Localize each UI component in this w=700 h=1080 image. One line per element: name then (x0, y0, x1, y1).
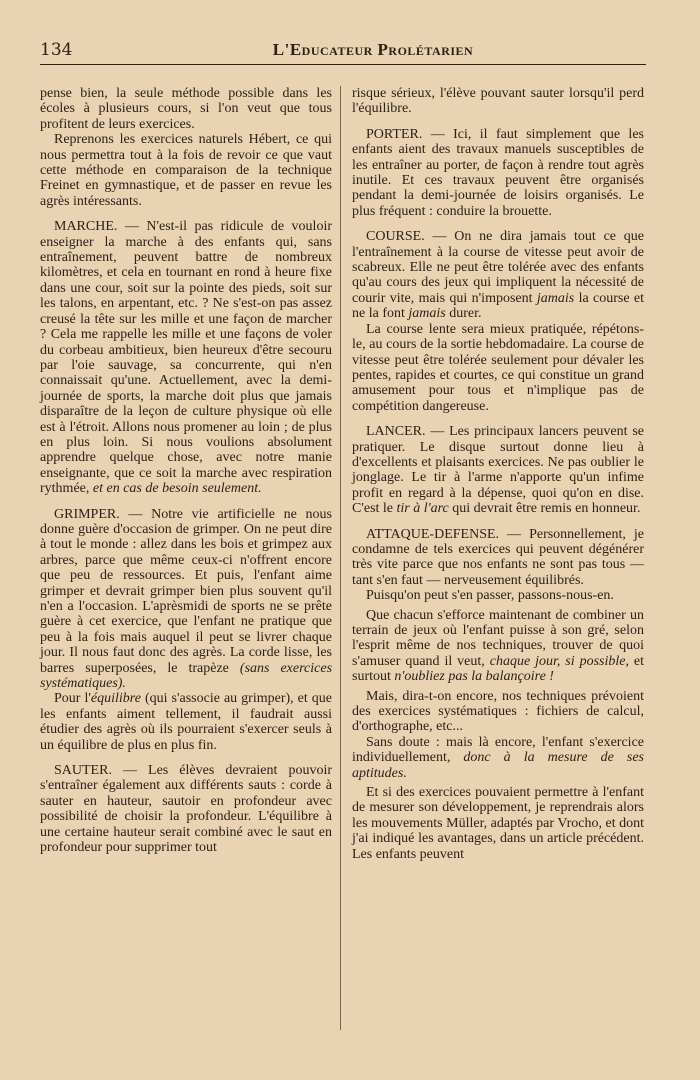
running-title: L'Educateur Prolétarien (272, 40, 474, 59)
paragraph: Puisqu'on peut s'en passer, passons-nous-en. (366, 588, 614, 604)
paragraph: La course lente sera mieux pratiquée, répétons-le, au cours de la sortie hebdomadaire. La course de vitesse peut être tolérée seulement pour dévaler les pentes, rapides et courtes, ce qui constitue un grand amusement pour tous et n'implique pas de compétition dangereuse. (352, 321, 644, 414)
paragraph: Que chacun s'efforce maintenant de combiner un terrain de jeux où l'enfant puisse à son gré, selon l'esprit même de nos techniques, trouver de quoi s'amuser quand il veut, chaque jour, si possible, et surtout n'oubliez pas la balançoire ! (352, 607, 645, 685)
paragraph: risque sérieux, l'élève pouvant sauter lorsqu'il perd l'équilibre. (352, 86, 644, 117)
paragraph-sauter: SAUTER. — Les élèves devraient pouvoir s'entraîner également aux différents sauts : corde à sauter en hauteur, sautoir en profondeur avec possibilité de choisir la profondeur. L'équilibre à une certaine hauteur serait combiné avec le saut en profondeur pour supprimer tout (40, 763, 332, 856)
column-divider (340, 86, 341, 1030)
paragraph: Sans doute : mais là encore, l'enfant s'exercice individuellement, donc à la mesure de ses aptitudes. (352, 734, 644, 781)
paragraph-marche: MARCHE. — N'est-il pas ridicule de vouloir enseigner la marche à des enfants qui, sans entraînement, peuvent battre de nombreux kilomètres, et cela en tournant en rond à heure fixe dans une cour, soit sur la pointe des pieds, soit sur les talons, en arpentant, etc. ? Ne s'est-on pas assez creusé la tête sur les mille et une façon de marcher ? Cela me rappelle les mille et une façons de voler du corbeau ambitieux, bien heureux d'être secouru par l'oie sauvage, sa concurrente, qui n'en connaissait qu'une. Actuellement, avec la demi-journée de sports, la marche doit plus que jamais disparaître de la leçon de culture physique où elle est à l'étroit. Allons nous promener au loin ; de plus en plus loin. Si nous voulions absolument apprendre quelque chose, avec notre manie enseignante, que ce soit la marche avec respiration rythmée, et en cas de besoin seulement. (40, 219, 332, 497)
paragraph-lancer: LANCER. — Les principaux lancers peuvent se pratiquer. Le disque surtout donne lieu à d'excellents et plaisants exercices. Ne pas oublier le jonglage. Le tir à l'arme n'apporte qu'un infime profit en regard à la dépense, quoi qu'on en dise. C'est le tir à l'arc qui devrait être remis en honneur. (352, 424, 644, 517)
paragraph-porter: PORTER. — Ici, il faut simplement que les enfants aient des travaux manuels susceptibles de les entraîner au porter, de façon à rendre tout agrès inutile. Et ces travaux peuvent être organisés pendant la demi-journée de loisirs organisés. Le plus fréquent : conduire la brouette. (352, 126, 644, 219)
paragraph-course: COURSE. — On ne dira jamais tout ce que l'entraînement à la course de vitesse peut avoir de scabreux. Elle ne peut être tolérée avec des enfants qu'au cours des jeux qui impliquent la nécessité de courir vite, mais qui n'imposent jamais la course et ne la font jamais durer. (352, 229, 645, 322)
left-column (40, 86, 332, 856)
paragraph-equilibre: Pour l'équilibre (qui s'associe au grimper), et que les enfants aiment tellement, il faudrait aussi étudier des agrès où ils pourraient s'exercer seuls à un équilibre de plus en plus fin. (40, 691, 333, 753)
paragraph: Reprenons les exercices naturels Hébert, ce qui nous permettra tout à la fois de revoir ce que vaut cette méthode en comparaison de la technique Freinet en gymnastique, et de passer en revue les agrès intéressants. (40, 132, 332, 209)
paragraph-grimper: GRIMPER. — Notre vie artificielle ne nous donne guère d'occasion de grimper. On ne peut dire à tout le monde : allez dans les bois et grimpez aux arbres, parce que même ceux-ci n'offrent encore que peu de ressources. Et puis, l'enfant aime grimper et devrait grimper bien plus souvent qu'il n'en a l'occasion. L'aprèsmidi de sports ne se prête guère à cet exercice, que l'enfant ne pratique que peu à la fois mais auquel il peut se livrer chaque jour. Il nous faut donc des agrès. La corde lisse, les barres superposées, le trapèze (sans exercices systématiques). (40, 506, 333, 692)
right-column (352, 86, 644, 862)
page-header (40, 38, 646, 65)
paragraph: Et si des exercices pouvaient permettre à l'enfant de mesurer son développement, je reprendrais alors les mouvements Müller, adaptés par Vrocho, et dont j'ai indiqué les avantages, dans un article précédent. Les enfants peuvent (352, 785, 644, 862)
page-number: 134 (40, 40, 73, 60)
paragraph-attaque-defense: ATTAQUE-DEFENSE. — Personnellement, je condamne de tels exercices qui peuvent dégénérer très vite parce que nos enfants ne sont pas tous — tant s'en faut — nerveusement équilibrés. (352, 526, 644, 588)
paragraph: Mais, dira-t-on encore, nos techniques prévoient des exercices systématiques : fichiers de calcul, d'orthographe, etc... (352, 688, 644, 735)
paragraph: pense bien, la seule méthode possible dans les écoles à plusieurs cours, si l'on veut que tous profitent de leurs exercices. (40, 86, 332, 132)
